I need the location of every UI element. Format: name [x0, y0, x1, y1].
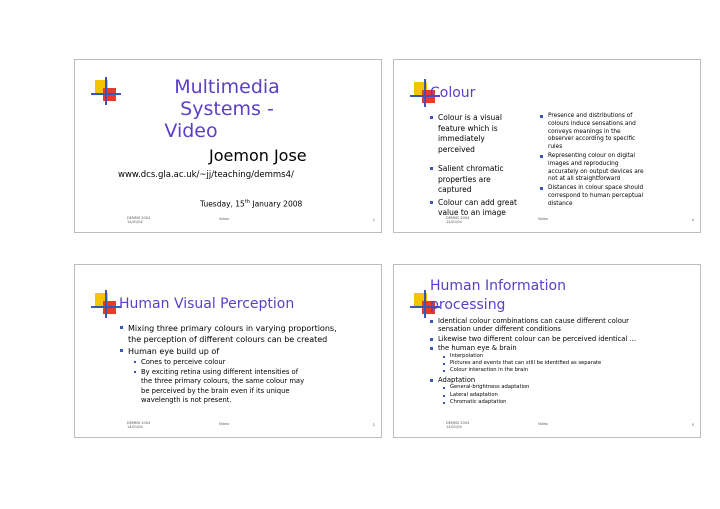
course-url: www.dcs.gla.ac.uk/~jj/teaching/demms4/: [118, 170, 294, 180]
slide-title-heading: Multimedia Systems - Video: [164, 76, 280, 142]
slide-title-heading: Colour: [430, 85, 476, 101]
slide-title-heading: Human Information processing: [430, 278, 566, 313]
list-item: Colour is a visual feature which is immediately perceived: [438, 113, 518, 155]
list-item: Human eye build up of Cones to perceive colour By exciting retina using different intensities of the three primary colours, the same colour may be perceived by the brain even if its unique wavelength is not present.: [128, 346, 348, 406]
list-item: Colour can add great value to an image: [438, 198, 518, 219]
slide-footer: DEMMS 2004 14/01/04 Video 4: [446, 216, 694, 224]
slide-title-heading: Human Visual Perception: [119, 296, 295, 312]
list-item: Presence and distributions of colours induce sensations and conveys meanings in the observer according to specific rules: [548, 113, 646, 152]
list-item: Salient chromatic properties are captured: [438, 164, 518, 196]
slide-colour: [393, 59, 701, 233]
sub-list-item: Interpolation: [450, 353, 648, 360]
left-bullet-list: [438, 113, 518, 219]
list-item: Adaptation General-brightness adaptation Lateral adaptation Chromatic adaptation: [438, 376, 648, 407]
sub-list-item: Pictures and events that can still be identified as separate: [450, 360, 648, 367]
sub-list-item: Chromatic adaptation: [450, 399, 648, 406]
slide-logo-icon: [95, 80, 121, 104]
bullet-list: [128, 323, 348, 406]
sub-list-item: By exciting retina using different intensities of the three primary colours, the same colour may be perceived by the brain even if its unique wavelength is not present.: [141, 368, 311, 406]
slide-logo-icon: [95, 293, 121, 317]
list-item: Distances in colour space should correspond to human perceptual distance: [548, 185, 646, 208]
slide-footer: DEMMS 2004 14/01/04 Video 5: [446, 421, 694, 429]
author-name: Joemon Jose: [209, 146, 307, 165]
slide-footer: DEMMS 2004 14/01/04 Video 2: [127, 421, 375, 429]
slide-title: [74, 59, 382, 233]
slide-human-visual-perception: [74, 264, 382, 438]
list-item: the human eye & brain Interpolation Pictures and events that can still be identified as separate Colour interaction in the brain: [438, 344, 648, 375]
slide-footer: DEMMS 2004 14/01/04 Video 1: [127, 216, 375, 224]
sub-list-item: Colour interaction in the brain: [450, 367, 648, 374]
bullet-list: [438, 317, 648, 406]
list-item: Mixing three primary colours in varying proportions, the perception of different colours can be created: [128, 323, 348, 345]
list-item: Representing colour on digital images and reproducing accurately on output devices are not at all straightforward: [548, 153, 646, 184]
sub-list-item: General-brightness adaptation: [450, 384, 648, 391]
slide-human-information-processing: [393, 264, 701, 438]
list-item: Likewise two different colour can be perceived identical ...: [438, 335, 648, 343]
list-item: Identical colour combinations can cause different colour sensation under different conditions: [438, 317, 648, 334]
right-bullet-list: [548, 113, 646, 209]
sub-list-item: Lateral adaptation: [450, 392, 648, 399]
sub-list-item: Cones to perceive colour: [141, 358, 348, 368]
lecture-date: Tuesday, 15th January 2008: [200, 199, 303, 209]
